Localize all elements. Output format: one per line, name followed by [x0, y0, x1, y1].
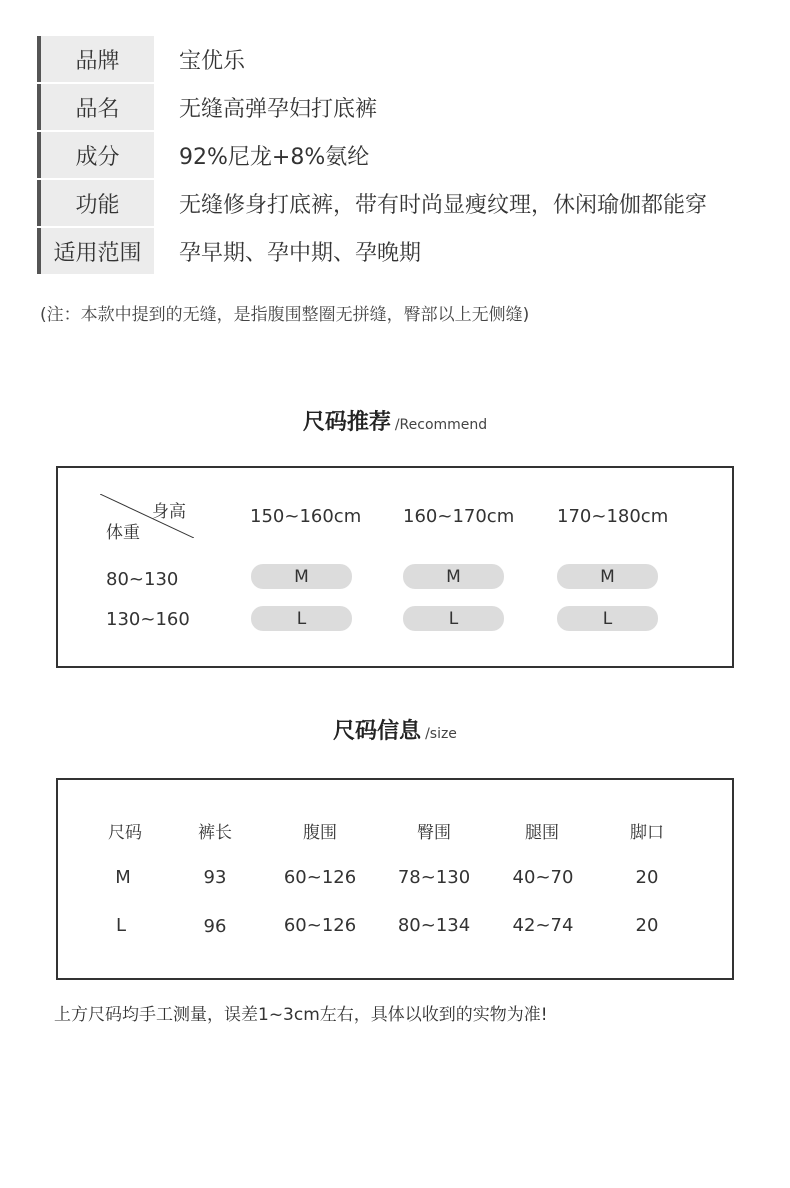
column-header: 裤长 — [198, 823, 232, 843]
attr-value: 92%尼龙+8%氨纶 — [179, 144, 370, 170]
weight-label: 80~130 — [106, 569, 179, 590]
size-info-title-text: 尺码信息 — [333, 719, 422, 744]
column-header: 腿围 — [525, 823, 559, 843]
measurement-disclaimer: 上方尺码均手工测量，误差1~3cm左右，具体以收到的实物为准! — [54, 1005, 548, 1025]
weight-label: 130~160 — [106, 609, 190, 630]
table-cell: M — [115, 867, 131, 888]
attr-row-brand — [37, 36, 777, 82]
attr-label: 品牌 — [37, 36, 154, 82]
table-cell: 96 — [203, 916, 227, 937]
attr-row-composition — [37, 132, 777, 178]
table-cell: 42~74 — [512, 915, 574, 936]
attr-label: 功能 — [37, 180, 154, 226]
size-pill: M — [251, 564, 352, 589]
attr-value: 无缝高弹孕妇打底裤 — [179, 96, 378, 122]
table-cell: 20 — [635, 915, 659, 936]
size-info-table — [56, 778, 734, 980]
column-header: 腹围 — [303, 823, 337, 843]
attr-row-function — [37, 180, 777, 226]
size-pill: M — [557, 564, 658, 589]
table-cell: 40~70 — [512, 867, 574, 888]
table-cell: 60~126 — [283, 867, 357, 888]
weight-axis-label: 体重 — [106, 523, 140, 543]
attr-value: 孕早期、孕中期、孕晚期 — [179, 240, 422, 266]
attr-value: 宝优乐 — [179, 48, 246, 74]
column-header: 脚口 — [630, 823, 664, 843]
table-cell: 93 — [203, 867, 227, 888]
size-info-subtitle: /size — [425, 726, 457, 742]
recommend-title-text: 尺码推荐 — [302, 410, 391, 435]
height-header: 150~160cm — [250, 506, 362, 527]
product-attributes — [37, 36, 777, 276]
recommend-title — [0, 405, 790, 436]
table-cell: L — [115, 915, 127, 936]
attr-value: 无缝修身打底裤，带有时尚显瘦纹理，休闲瑜伽都能穿 — [179, 192, 708, 218]
attr-label: 成分 — [37, 132, 154, 178]
height-header: 170~180cm — [557, 506, 669, 527]
size-pill: L — [557, 606, 658, 631]
height-header: 160~170cm — [403, 506, 515, 527]
size-pill: L — [403, 606, 504, 631]
height-axis-label: 身高 — [152, 502, 186, 522]
table-cell: 60~126 — [283, 915, 357, 936]
size-pill: L — [251, 606, 352, 631]
attr-label: 适用范围 — [37, 228, 154, 274]
attr-row-applicable — [37, 228, 777, 274]
table-cell: 80~134 — [397, 915, 471, 936]
recommend-subtitle: /Recommend — [394, 417, 488, 433]
column-header: 臀围 — [417, 823, 451, 843]
corner-header — [100, 494, 194, 543]
size-info-title — [0, 714, 790, 745]
attr-label: 品名 — [37, 84, 154, 130]
table-cell: 78~130 — [397, 867, 471, 888]
size-recommend-table — [56, 466, 734, 668]
seamless-note: (注：本款中提到的无缝，是指腹围整圈无拼缝，臀部以上无侧缝) — [40, 305, 530, 325]
attr-row-product-name — [37, 84, 777, 130]
column-header: 尺码 — [108, 823, 142, 843]
size-pill: M — [403, 564, 504, 589]
table-cell: 20 — [635, 867, 659, 888]
